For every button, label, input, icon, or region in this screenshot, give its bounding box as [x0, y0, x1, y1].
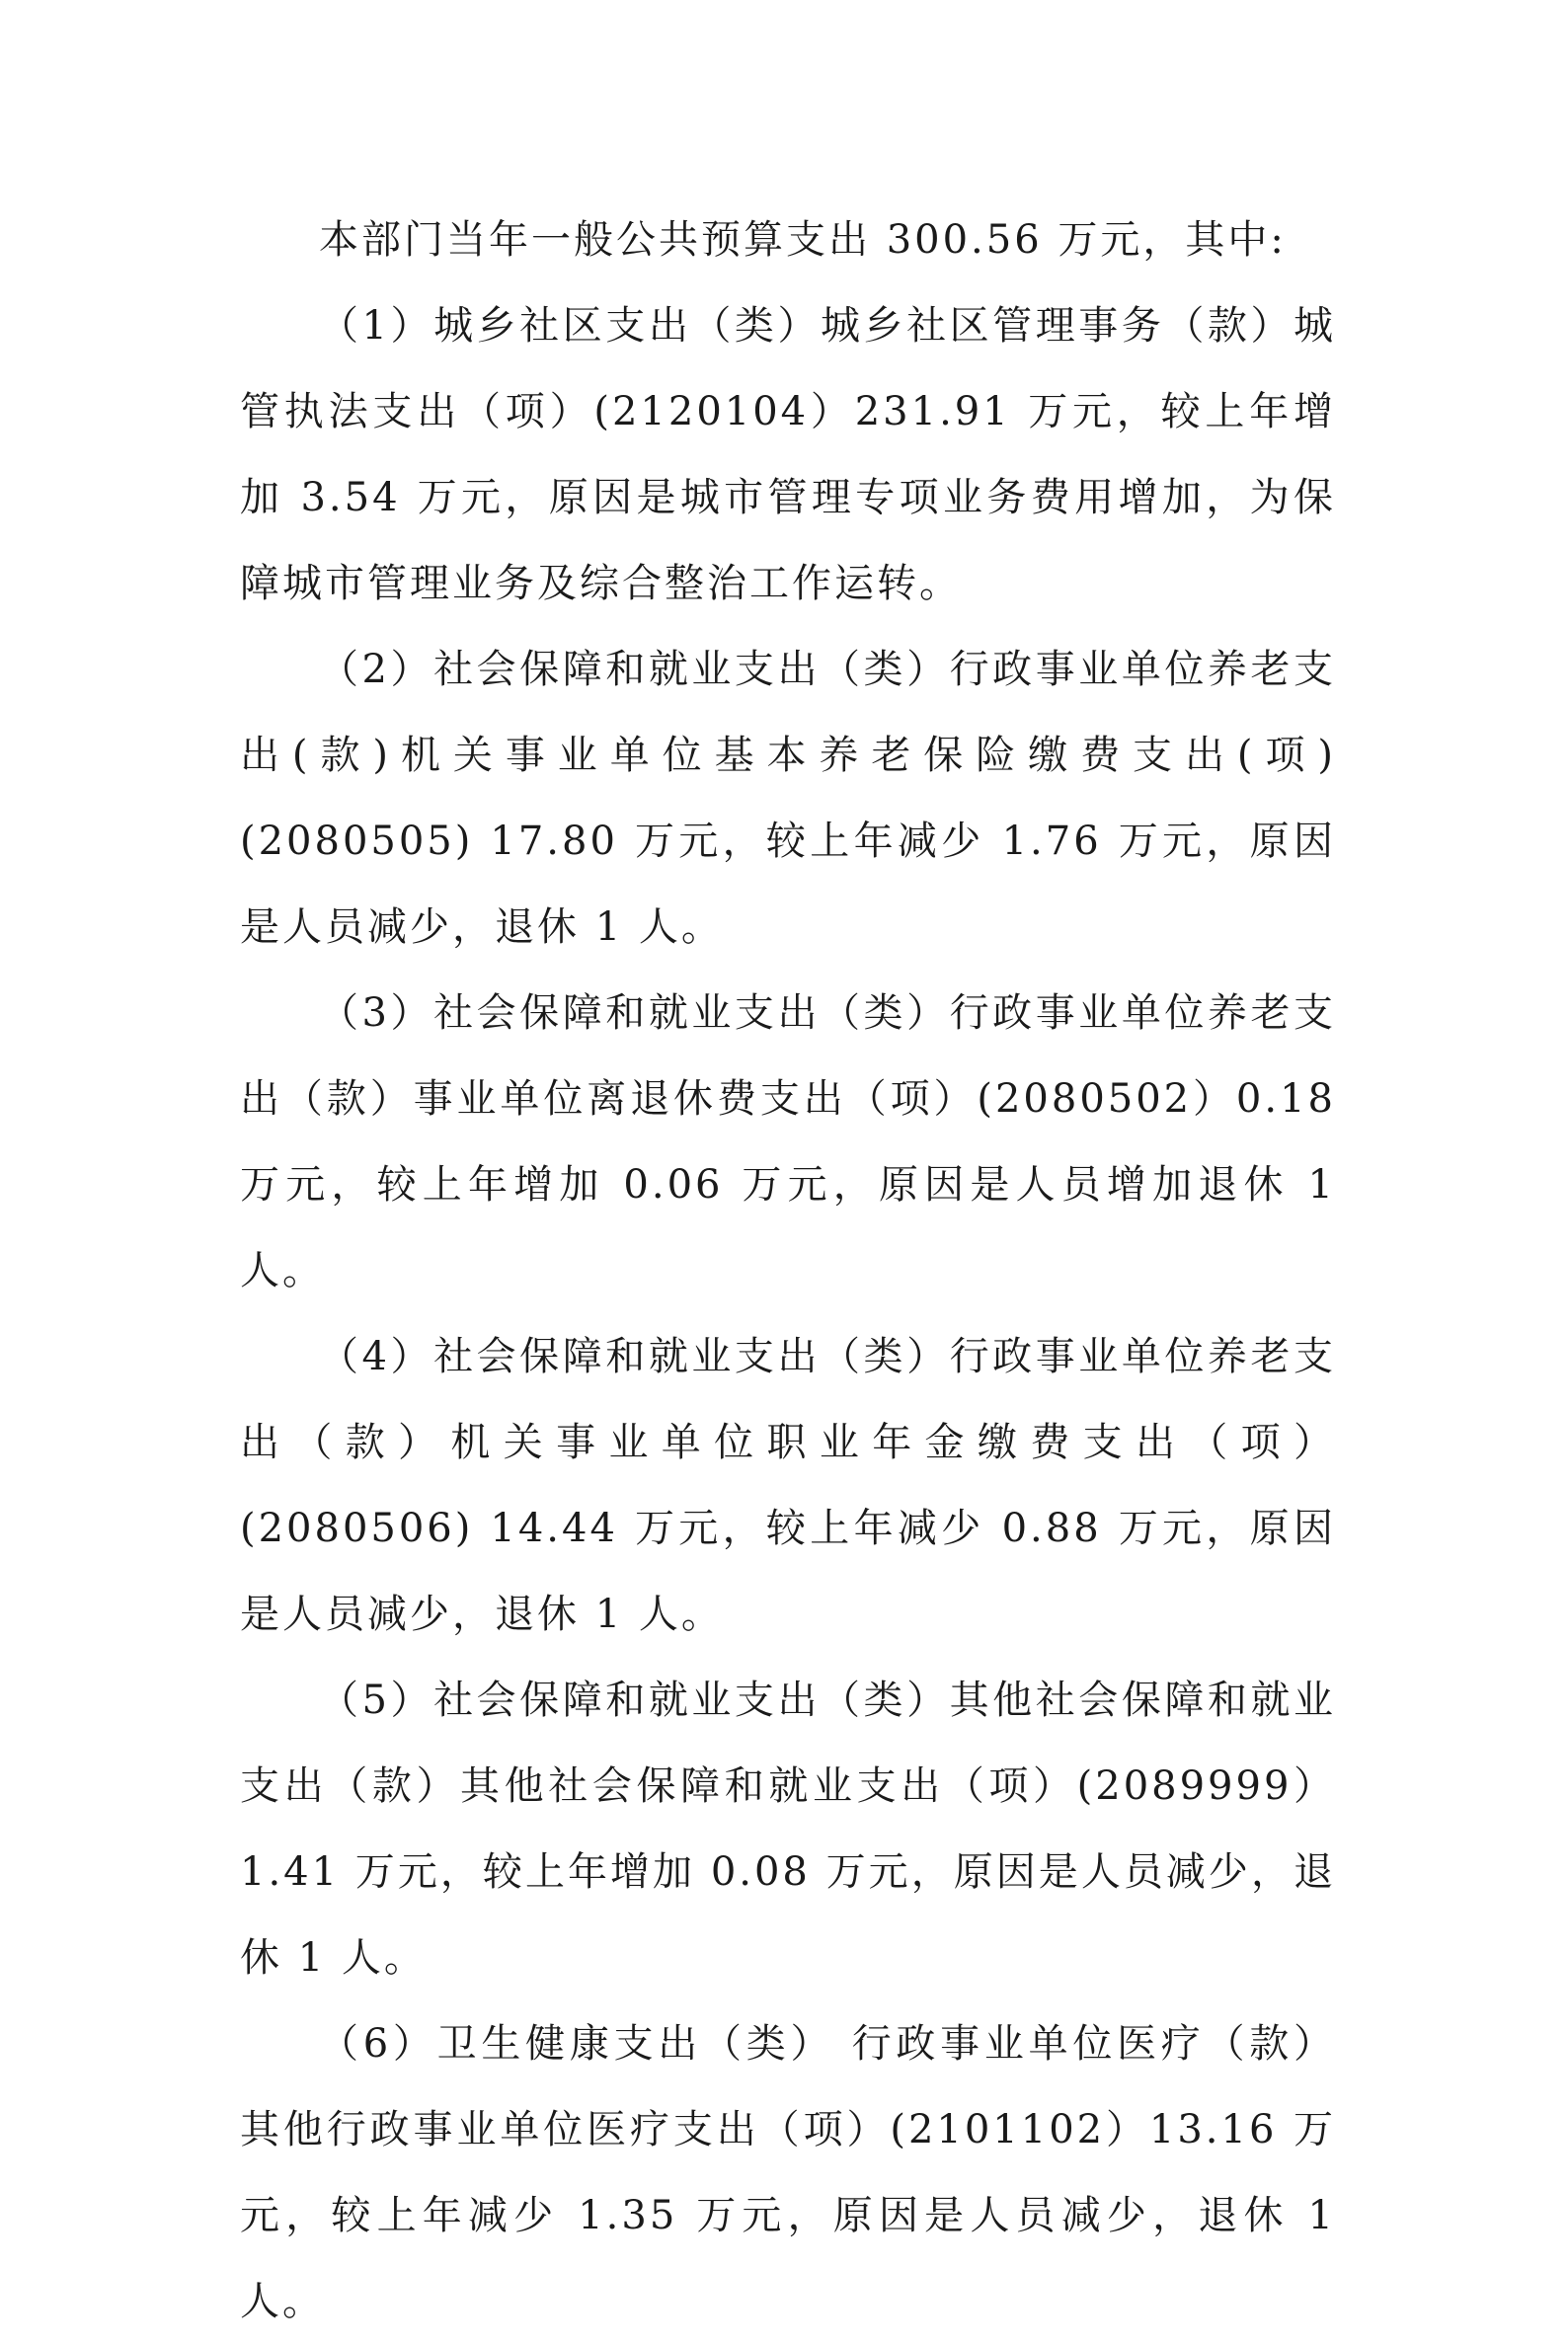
paragraph-item-5: （5）社会保障和就业支出（类）其他社会保障和就业支出（款）其他社会保障和就业支出（项）(2089999）1.41 万元，较上年增加 0.08 万元，原因是人员减少，退休 1 人。 [240, 1678, 1336, 1981]
paragraph-item-1: （1）城乡社区支出（类）城乡社区管理事务（款）城管执法支出（项）(2120104）231.91 万元，较上年增加 3.54 万元，原因是城市管理专项业务费用增加，为保障城市管理业务及综合整治工作运转。 [240, 303, 1336, 606]
paragraph-item-6: （6）卫生健康支出（类） 行政事业单位医疗（款）其他行政事业单位医疗支出（项）(2101102）13.16 万元，较上年减少 1.35 万元，原因是人员减少，退休 1 人。 [240, 2021, 1336, 2324]
document-body [240, 197, 1336, 2345]
paragraph-intro: 本部门当年一般公共预算支出 300.56 万元，其中: [319, 217, 1287, 263]
paragraph-item-2: （2）社会保障和就业支出（类）行政事业单位养老支出(款)机关事业单位基本养老保险缴费支出(项)(2080505) 17.80 万元，较上年减少 1.76 万元，原因是人员减少，退休 1 人。 [240, 647, 1336, 950]
paragraph-item-4: （4）社会保障和就业支出（类）行政事业单位养老支出（款）机关事业单位职业年金缴费支出（项）(2080506) 14.44 万元，较上年减少 0.88 万元，原因是人员减少，退休 1 人。 [240, 1334, 1336, 1637]
paragraph-item-3: （3）社会保障和就业支出（类）行政事业单位养老支出（款）事业单位离退休费支出（项）(2080502）0.18 万元，较上年增加 0.06 万元，原因是人员增加退休 1 人。 [240, 990, 1336, 1293]
